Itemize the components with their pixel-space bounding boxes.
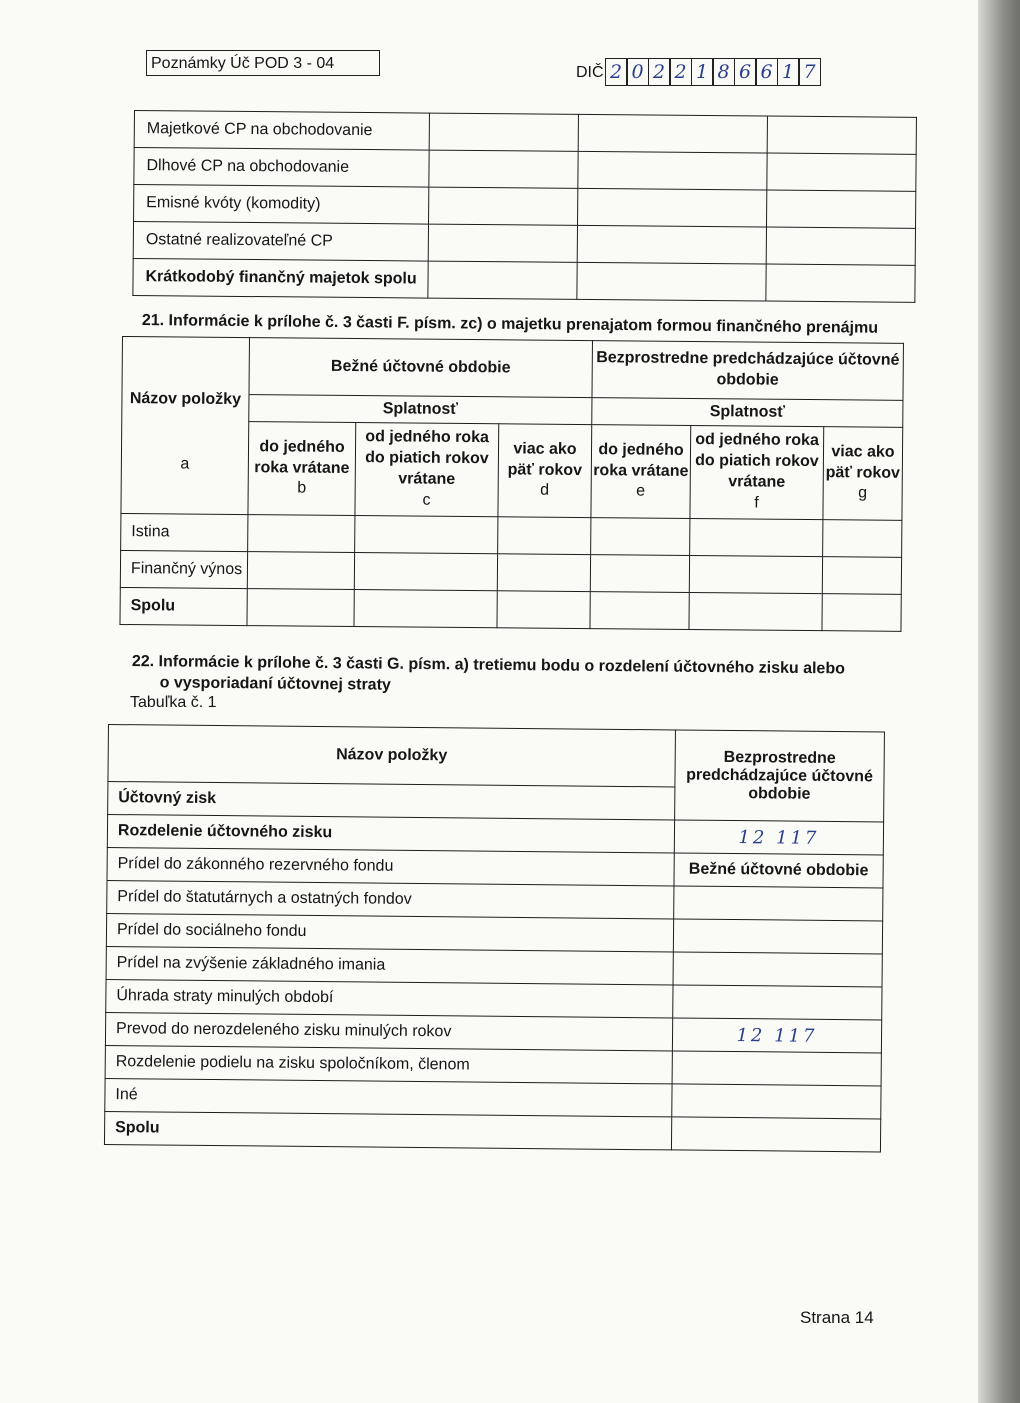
value-cell[interactable] — [690, 518, 823, 556]
handwritten-value: 12 117 — [736, 1024, 818, 1047]
col-header-label: od jedného roka do piatich rokov vrátane — [365, 428, 489, 488]
dic-digit[interactable]: 2 — [605, 58, 628, 86]
dic-digit[interactable]: 0 — [626, 58, 649, 86]
col-letter: g — [858, 484, 868, 502]
financial-lease-table — [119, 336, 903, 632]
value-cell[interactable] — [355, 516, 498, 554]
value-cell[interactable] — [672, 1084, 881, 1119]
value-cell[interactable] — [578, 114, 767, 153]
dic-digit[interactable]: 1 — [777, 58, 800, 86]
value-cell[interactable] — [429, 150, 578, 188]
dic-label: DIČ — [576, 64, 604, 81]
row-label: Spolu — [120, 587, 247, 625]
col-header-label: od jedného roka do piatich rokov vrátane — [695, 431, 819, 491]
value-cell[interactable] — [590, 555, 689, 593]
maturity-header: Splatnosť — [592, 398, 903, 428]
col-header-label: do jedného roka vrátane — [593, 440, 689, 480]
col-letter: c — [422, 491, 431, 509]
row-label: Iné — [105, 1078, 672, 1116]
value-cell[interactable] — [498, 517, 591, 555]
value-cell[interactable] — [429, 187, 578, 225]
value-cell[interactable] — [248, 515, 355, 553]
value-cell[interactable] — [497, 591, 590, 629]
value-cell[interactable] — [673, 952, 882, 987]
row-label: Úhrada straty minulých období — [106, 979, 673, 1017]
value-cell[interactable] — [428, 261, 577, 299]
value-cell[interactable] — [672, 1051, 881, 1086]
col-header — [355, 423, 499, 517]
col-header-name: Názov položky — [108, 725, 676, 787]
page-edge-shadow — [978, 0, 1020, 1403]
row-label: Ostatné realizovateľné CP — [133, 222, 428, 262]
dic-digit[interactable]: 8 — [712, 58, 735, 86]
dic-digit[interactable]: 1 — [691, 58, 714, 86]
row-label: Prevod do nerozdeleného zisku minulých rokov — [105, 1012, 672, 1050]
value-cell[interactable] — [671, 1117, 880, 1152]
section-22-title-line2: o vysporiadaní účtovnej straty — [159, 674, 391, 694]
section-21-title: 21. Informácie k prílohe č. 3 časti F. písm. zc) o majetku prenajatom formou finančného prenájmu — [141, 312, 879, 337]
handwritten-value: 12 117 — [738, 826, 820, 849]
col-header-current: Bežné účtovné obdobie — [674, 853, 883, 888]
value-cell[interactable] — [247, 589, 354, 627]
col-header-label: do jedného roka vrátane — [254, 438, 350, 477]
value-cell[interactable] — [354, 553, 497, 591]
dic-digit[interactable]: 7 — [798, 58, 821, 86]
col-letter: e — [636, 482, 646, 500]
form-title: Poznámky Úč POD 3 - 04 — [146, 50, 380, 76]
dic-digit[interactable]: 2 — [669, 58, 692, 86]
row-label: Prídel do zákonného rezervného fondu — [107, 847, 674, 885]
row-label: Finančný výnos — [120, 550, 247, 588]
value-cell[interactable] — [354, 590, 497, 628]
row-label: Prídel do sociálneho fondu — [106, 913, 673, 951]
value-cell[interactable] — [822, 557, 901, 595]
row-label: Majetkové CP na obchodovanie — [134, 111, 429, 151]
table-row-total — [120, 587, 901, 631]
value-cell[interactable] — [578, 188, 767, 227]
value-cell[interactable] — [674, 820, 883, 855]
table-row-total — [133, 258, 915, 302]
value-cell[interactable] — [673, 919, 882, 954]
row-label: Krátkodobý finančný majetok spolu — [133, 258, 428, 298]
row-label: Spolu — [104, 1111, 671, 1149]
col-letter: b — [297, 479, 307, 498]
col-header — [248, 422, 356, 516]
value-cell[interactable] — [673, 985, 882, 1020]
col-header-label: viac ako päť rokov — [825, 442, 901, 482]
table-row-total — [104, 1111, 880, 1151]
value-cell[interactable] — [689, 555, 822, 593]
row-label: Dlhové CP na obchodovanie — [134, 148, 429, 188]
col-letter: f — [754, 494, 759, 512]
col-header-previous: Bezprostredne predchádzajúce účtovné obdobie — [675, 730, 885, 822]
section-22-title-line1: 22. Informácie k prílohe č. 3 časti G. písm. a) tretiemu bodu o rozdelení účtovného zisku alebo — [131, 652, 846, 678]
row-label: Emisné kvóty (komodity) — [134, 185, 429, 225]
row-label: Prídel do štatutárnych a ostatných fondov — [107, 880, 674, 918]
value-cell[interactable] — [767, 190, 916, 228]
page-number: Strana 14 — [800, 1308, 874, 1327]
value-cell[interactable] — [247, 552, 354, 590]
col-letter: a — [180, 455, 190, 473]
table-label: Tabuľka č. 1 — [130, 694, 217, 711]
value-cell[interactable] — [428, 224, 577, 262]
value-cell[interactable] — [577, 262, 766, 301]
col-header — [591, 425, 691, 519]
col-header — [690, 425, 824, 519]
profit-distribution-table — [104, 724, 885, 1152]
col-name-label: Názov položky — [129, 390, 242, 409]
row-label: Istina — [121, 513, 248, 551]
previous-period-header: Bezprostredne predchádzajúce účtovné obdobie — [592, 341, 903, 401]
value-cell[interactable] — [823, 520, 902, 558]
value-cell[interactable] — [766, 227, 915, 265]
dic-digit[interactable]: 2 — [648, 58, 671, 86]
value-cell[interactable] — [822, 594, 901, 632]
value-cell[interactable] — [429, 113, 578, 151]
value-cell[interactable] — [590, 592, 689, 630]
value-cell[interactable] — [766, 264, 915, 302]
value-cell[interactable] — [767, 116, 916, 154]
col-header-name — [121, 337, 250, 515]
value-cell[interactable] — [672, 1018, 881, 1053]
col-header — [823, 427, 903, 521]
row-label: Rozdelenie účtovného zisku — [107, 815, 674, 853]
section-22-title — [132, 652, 892, 702]
value-cell[interactable] — [689, 592, 822, 630]
current-period-header: Bežné účtovné obdobie — [249, 338, 592, 398]
row-label: Účtovný zisk — [108, 782, 675, 820]
dic-field[interactable] — [606, 58, 821, 86]
value-cell[interactable] — [577, 225, 766, 264]
value-cell[interactable] — [591, 518, 690, 556]
value-cell[interactable] — [767, 153, 916, 191]
col-header — [498, 424, 592, 518]
value-cell[interactable] — [674, 886, 883, 921]
maturity-header: Splatnosť — [249, 395, 592, 425]
short-term-financial-assets-table — [132, 110, 917, 303]
col-letter: d — [540, 482, 550, 500]
dic-digit[interactable]: 6 — [734, 58, 757, 86]
col-header-label: viac ako päť rokov — [507, 440, 583, 479]
value-cell[interactable] — [497, 554, 590, 592]
row-label: Rozdelenie podielu na zisku spoločníkom, členom — [105, 1045, 672, 1083]
value-cell[interactable] — [578, 151, 767, 190]
row-label: Prídel na zvýšenie základného imania — [106, 946, 673, 984]
dic-digit[interactable]: 6 — [755, 58, 778, 86]
